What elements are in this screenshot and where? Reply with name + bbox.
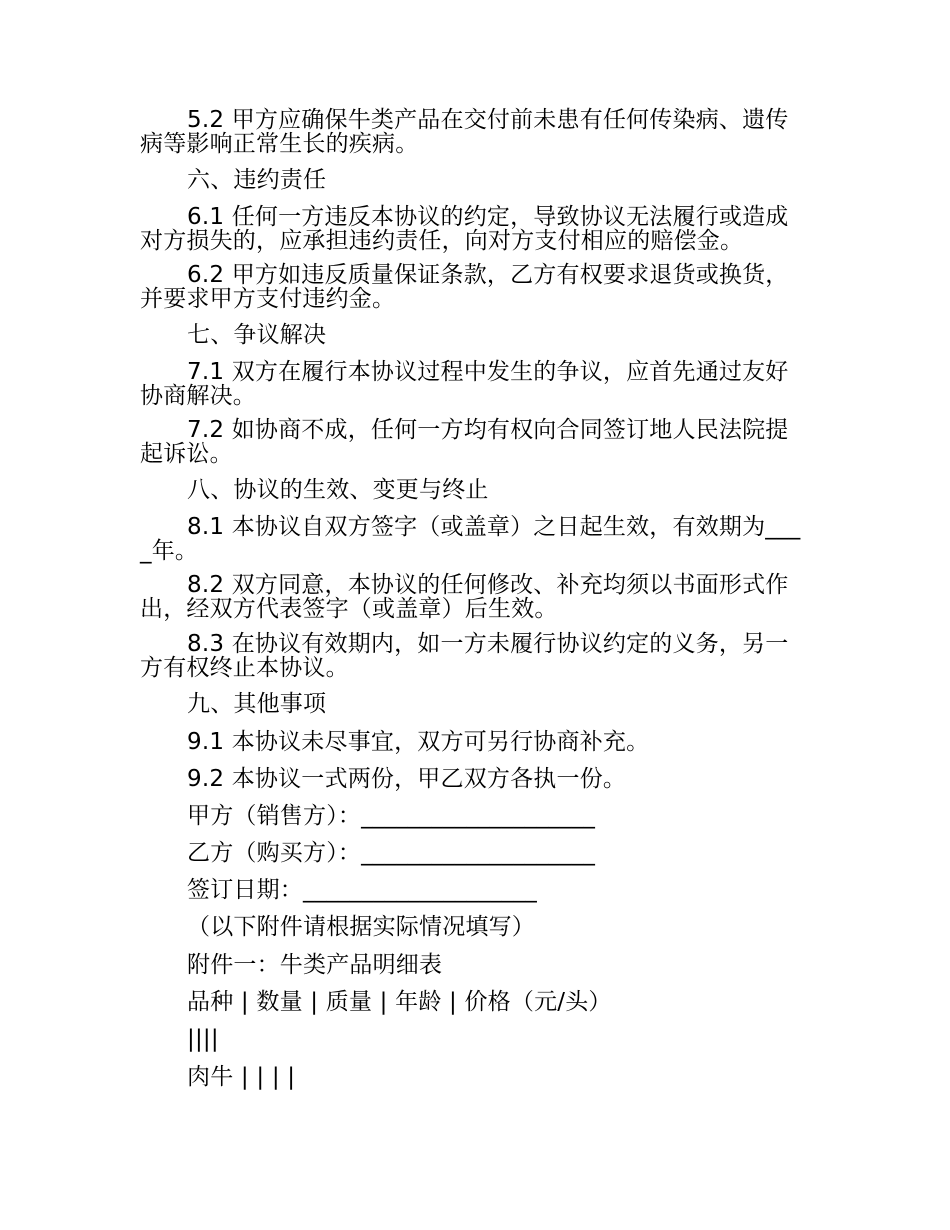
clause-7-2: 7.2 如协商不成，任何一方均有权向合同签订地人民法院提起诉讼。 (140, 417, 789, 467)
clause-7-1: 7.1 双方在履行本协议过程中发生的争议，应首先通过友好协商解决。 (140, 359, 789, 409)
clause-6-2: 6.2 甲方如违反质量保证条款，乙方有权要求退货或换货，并要求甲方支付违约金。 (140, 262, 789, 312)
attachment-note: （以下附件请根据实际情况填写） (187, 914, 535, 940)
section-heading-9: 九、其他事项 (187, 691, 327, 717)
clause-5-2: 5.2 甲方应确保牛类产品在交付前未患有任何传染病、遗传病等影响正常生长的疾病。 (140, 107, 789, 157)
table-header-row: 品种 | 数量 | 质量 | 年龄 | 价格（元/头） (187, 989, 612, 1015)
section-heading-7: 七、争议解决 (187, 322, 327, 348)
clause-9-1: 9.1 本协议未尽事宜，双方可另行协商补充。 (187, 729, 650, 755)
party-b-signature-line: 乙方（购买方）：____________________ (187, 840, 596, 866)
clause-8-3: 8.3 在协议有效期内，如一方未履行协议约定的义务，另一方有权终止本协议。 (140, 631, 789, 681)
party-a-signature-line: 甲方（销售方）：____________________ (187, 803, 596, 829)
clause-8-1: 8.1 本协议自双方签字（或盖章）之日起生效，有效期为____年。 (140, 514, 801, 564)
table-row-beef-cattle: 肉牛 | | | | (187, 1064, 296, 1090)
clause-8-2: 8.2 双方同意，本协议的任何修改、补充均须以书面形式作出，经双方代表签字（或盖章）后生效。 (140, 572, 789, 622)
section-heading-8: 八、协议的生效、变更与终止 (187, 477, 489, 503)
clause-9-2: 9.2 本协议一式两份，甲乙双方各执一份。 (187, 766, 627, 792)
clause-6-1: 6.1 任何一方违反本协议的约定，导致协议无法履行或造成对方损失的，应承担违约责任，向对方支付相应的赔偿金。 (140, 204, 789, 254)
attachment-title: 附件一：牛类产品明细表 (187, 952, 443, 978)
table-separator-row: |||| (187, 1026, 219, 1052)
section-heading-6: 六、违约责任 (187, 167, 327, 193)
signing-date-line: 签订日期：____________________ (187, 877, 537, 903)
